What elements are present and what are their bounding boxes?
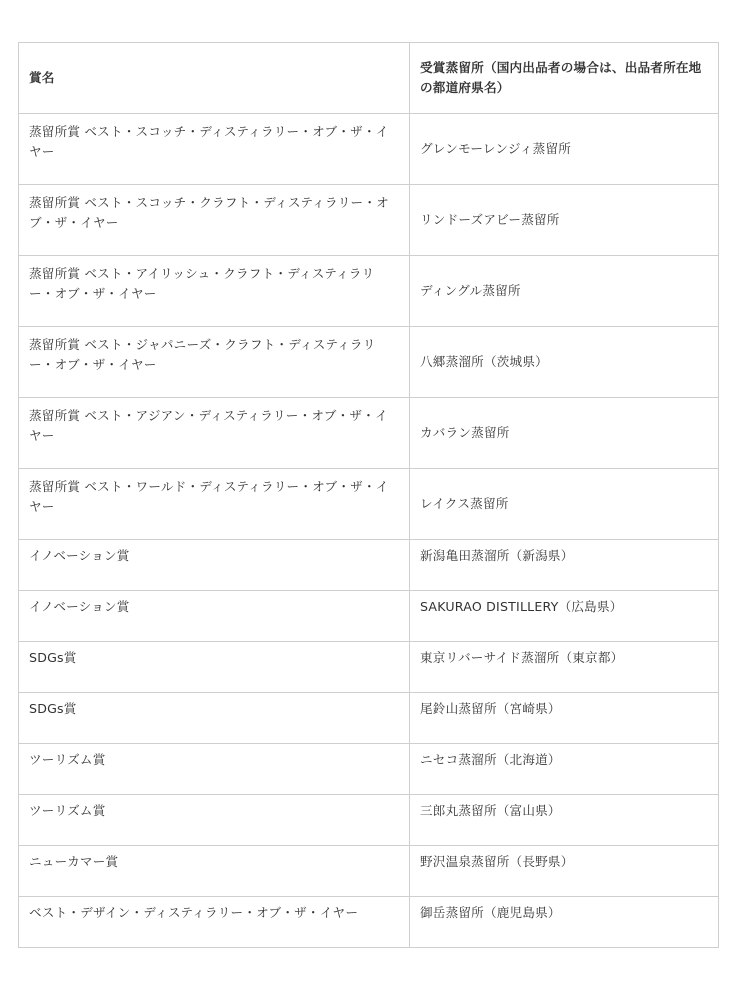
award-name-cell: ツーリズム賞 [19,795,410,846]
winner-cell: SAKURAO DISTILLERY（広島県） [410,591,719,642]
table-row [19,846,719,897]
award-name-cell: 蒸留所賞 ベスト・ワールド・ディスティラリー・オブ・ザ・イヤー [19,469,410,540]
header-row [19,43,719,114]
winner-cell: ディングル蒸留所 [410,256,719,327]
table-row [19,642,719,693]
table-row [19,744,719,795]
table-header [19,43,719,114]
table-row [19,795,719,846]
table-body [19,114,719,948]
table-row [19,327,719,398]
winner-cell: 新潟亀田蒸溜所（新潟県） [410,540,719,591]
winner-cell: レイクス蒸留所 [410,469,719,540]
winner-cell: 八郷蒸溜所（茨城県） [410,327,719,398]
award-name-cell: 蒸留所賞 ベスト・スコッチ・クラフト・ディスティラリー・オブ・ザ・イヤー [19,185,410,256]
award-name-cell: 蒸留所賞 ベスト・ジャパニーズ・クラフト・ディスティラリー・オブ・ザ・イヤー [19,327,410,398]
award-name-cell: イノベーション賞 [19,591,410,642]
award-name-cell: ツーリズム賞 [19,744,410,795]
header-winner: 受賞蒸留所（国内出品者の場合は、出品者所在地の都道府県名） [410,43,719,114]
table-row [19,256,719,327]
award-name-cell: SDGs賞 [19,642,410,693]
award-name-cell: 蒸留所賞 ベスト・アジアン・ディスティラリー・オブ・ザ・イヤー [19,398,410,469]
table-row [19,693,719,744]
winner-cell: 三郎丸蒸留所（富山県） [410,795,719,846]
award-name-cell: 蒸留所賞 ベスト・アイリッシュ・クラフト・ディスティラリー・オブ・ザ・イヤー [19,256,410,327]
winner-cell: 御岳蒸留所（鹿児島県） [410,897,719,948]
header-award: 賞名 [19,43,410,114]
award-name-cell: ベスト・デザイン・ディスティラリー・オブ・ザ・イヤー [19,897,410,948]
table-row [19,540,719,591]
winner-cell: ニセコ蒸溜所（北海道） [410,744,719,795]
award-name-cell: イノベーション賞 [19,540,410,591]
award-name-cell: 蒸留所賞 ベスト・スコッチ・ディスティラリー・オブ・ザ・イヤー [19,114,410,185]
winner-cell: リンドーズアビー蒸留所 [410,185,719,256]
table-row [19,469,719,540]
table-row [19,398,719,469]
winner-cell: グレンモーレンジィ蒸留所 [410,114,719,185]
table-row [19,591,719,642]
winner-cell: 東京リバーサイド蒸溜所（東京都） [410,642,719,693]
award-name-cell: ニューカマー賞 [19,846,410,897]
winner-cell: 尾鈴山蒸留所（宮崎県） [410,693,719,744]
table-row [19,897,719,948]
award-name-cell: SDGs賞 [19,693,410,744]
winner-cell: 野沢温泉蒸留所（長野県） [410,846,719,897]
winner-cell: カバラン蒸留所 [410,398,719,469]
table-row [19,114,719,185]
table-row [19,185,719,256]
awards-table [18,42,719,948]
